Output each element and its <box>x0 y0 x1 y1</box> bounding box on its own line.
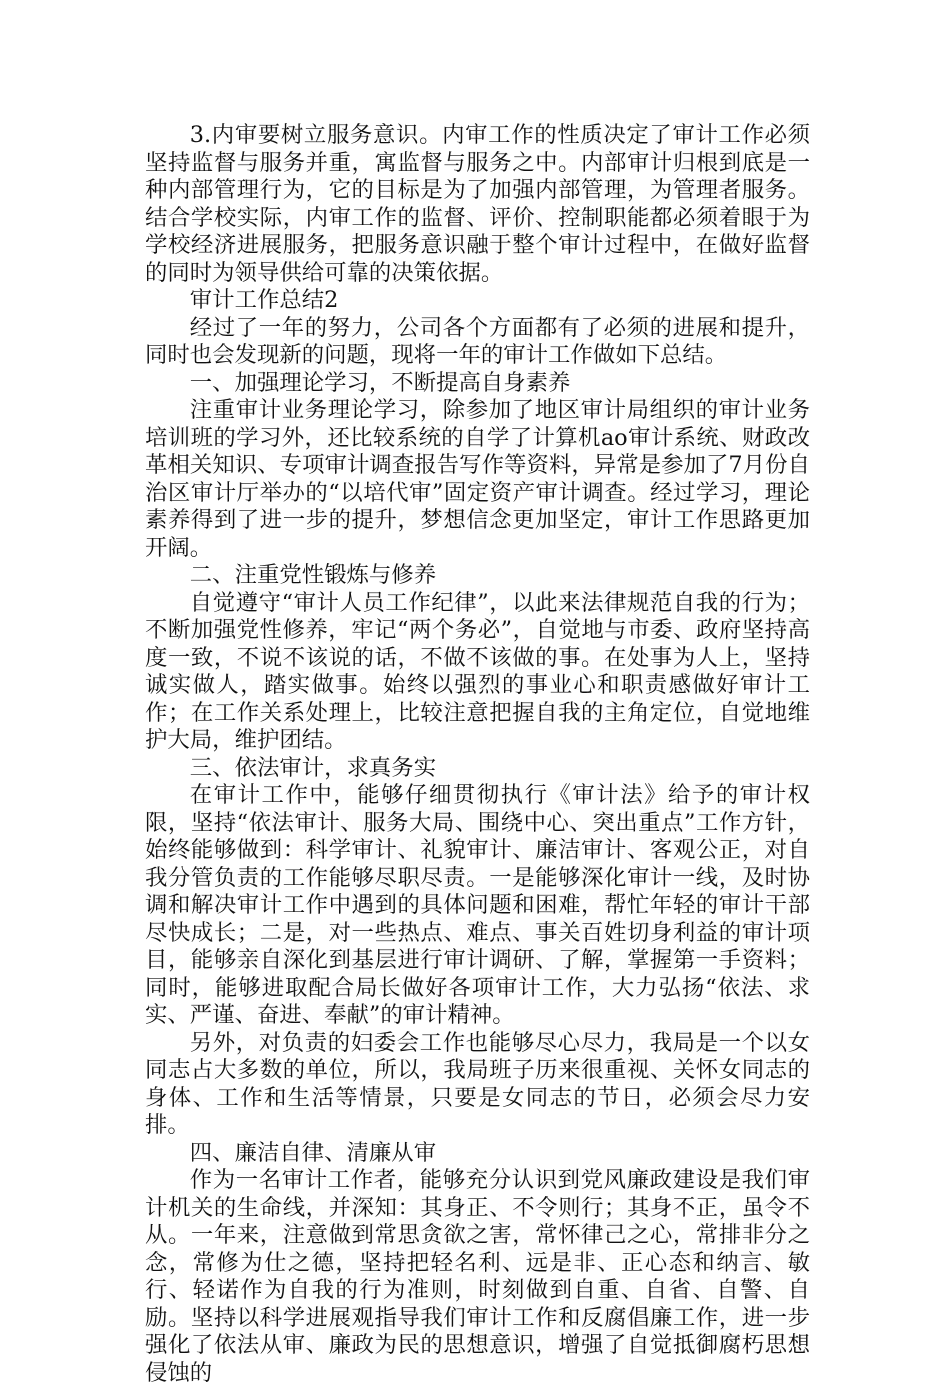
paragraph-service-awareness: 3.内审要树立服务意识。内审工作的性质决定了审计工作必须坚持监督与服务并重，寓监督与服务之中。内部审计归根到底是一种内部管理行为，它的目标是为了加强内部管理，为管理者服务。结合学校实际，内审工作的监督、评价、控制职能都必须着眼于为学校经济进展服务，把服务意识融于整个审计过程中，在做好监督的同时为领导供给可靠的决策依据。 <box>145 122 810 286</box>
section-title-summary-2: 审计工作总结2 <box>189 287 339 313</box>
paragraph-theory-study: 注重审计业务理论学习，除参加了地区审计局组织的审计业务培训班的学习外，还比较系统的自学了计算机ao审计系统、财政改革相关知识、专项审计调查报告写作等资料，异常是参加了7月份自治区审计厅举办的“以培代审”固定资产审计调查。经过学习，理论素养得到了进一步的提升，梦想信念更加坚定，审计工作思路更加开阔。 <box>145 397 810 561</box>
document-body <box>145 122 810 1387</box>
heading-lawful-audit: 三、依法审计，求真务实 <box>189 754 437 781</box>
heading-party-spirit: 二、注重党性锻炼与修养 <box>189 562 437 588</box>
paragraph-integrity: 作为一名审计工作者，能够充分认识到党风廉政建设是我们审计机关的生命线，并深知：其身正、不令则行；其身不正，虽令不从。一年来，注意做到常思贪欲之害，常怀律己之心，常排非分之念，常修为仕之德，坚持把轻名利、远是非、正心态和纳言、敏行、轻诺作为自我的行为准则，时刻做到自重、自省、自警、自励。坚持以科学进展观指导我们审计工作和反腐倡廉工作，进一步强化了依法从审、廉政为民的思想意识，增强了自觉抵御腐朽思想侵蚀的 <box>145 1167 810 1386</box>
heading-integrity: 四、廉洁自律、清廉从审 <box>189 1139 437 1166</box>
paragraph-lawful-audit: 在审计工作中，能够仔细贯彻执行《审计法》给予的审计权限，坚持“依法审计、服务大局、围绕中心、突出重点”工作方针，始终能够做到：科学审计、礼貌审计、廉洁审计、客观公正，对自我分管负责的工作能够尽职尽责。一是能够深化审计一线，及时协调和解决审计工作中遇到的具体问题和困难，帮忙年轻的审计干部尽快成长；二是，对一些热点、难点、事关百姓切身利益的审计项目，能够亲自深化到基层进行审计调研、了解，掌握第一手资料；同时，能够进取配合局长做好各项审计工作，大力弘扬“依法、求实、严谨、奋进、奉献”的审计精神。 <box>145 782 810 1028</box>
heading-theory-study: 一、加强理论学习，不断提高自身素养 <box>189 369 571 396</box>
paragraph-intro: 经过了一年的努力，公司各个方面都有了必须的进展和提升，同时也会发现新的问题，现将一年的审计工作做如下总结。 <box>145 314 810 368</box>
paragraph-womens-committee: 另外，对负责的妇委会工作也能够尽心尽力，我局是一个以女同志占大多数的单位，所以，我局班子历来很重视、关怀女同志的身体、工作和生活等情景，只要是女同志的节日，必须会尽力安排。 <box>145 1029 810 1138</box>
paragraph-party-spirit: 自觉遵守“审计人员工作纪律”，以此来法律规范自我的行为；不断加强党性修养，牢记“两个务必”，自觉地与市委、政府坚持高度一致，不说不该说的话，不做不该做的事。在处事为人上，坚持诚实做人，踏实做事。始终以强烈的事业心和职责感做好审计工作；在工作关系处理上，比较注意把握自我的主角定位，自觉地维护大局，维护团结。 <box>145 589 810 753</box>
